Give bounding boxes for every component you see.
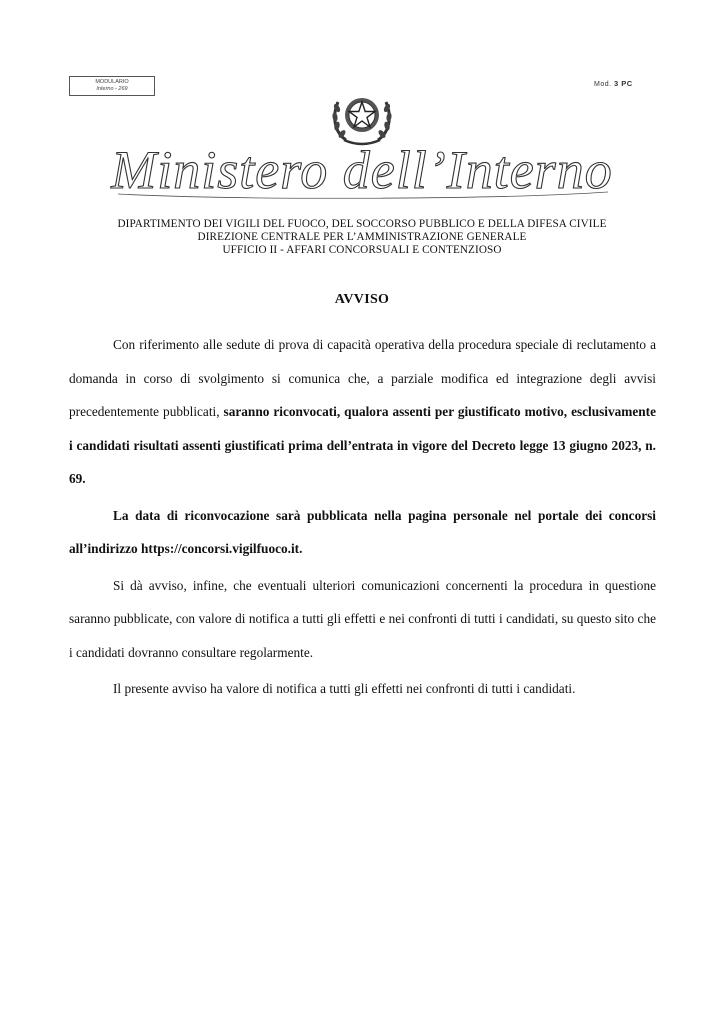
form-code-box [69, 76, 155, 96]
department-line1: DIPARTIMENTO DEI VIGILI DEL FUOCO, DEL SOCCORSO PUBBLICO E DELLA DIFESA CIVILE [117, 218, 607, 230]
form-code-line2: Interno - 269 [96, 86, 128, 92]
paragraph-1-bold: saranno riconvocati, qualora assenti per giustificato motivo, esclusivamente i candidati risultati assenti giustificati prima dell’entrata in vigore del Decreto legge 13 giugno 2023, n. 69. [69, 404, 657, 486]
department-line2: DIREZIONE CENTRALE PER L’AMMINISTRAZIONE GENERALE [197, 231, 527, 243]
paragraph-4: Il presente avviso ha valore di notifica a tutti gli effetti nei confronti di tutti i candidati. [113, 681, 576, 696]
notice-title: AVVISO [334, 292, 390, 307]
form-code-line1: MODULARIO [95, 79, 129, 85]
mod-number: 3 PC [614, 79, 633, 88]
department-header [0, 218, 724, 257]
department-line3: UFFICIO II - AFFARI CONCORSUALI E CONTENZIOSO [222, 244, 502, 256]
paragraph-1 [69, 328, 656, 496]
mod-code [594, 79, 633, 88]
paragraph-3: Si dà avviso, infine, che eventuali ulteriori comunicazioni concernenti la procedura in questione saranno pubblicate, con valore di notifica a tutti gli effetti e nei confronti di tutti i candidati, su questo sito che i candidati dovranno consultare regolarmente. [69, 577, 656, 660]
ministry-logo [110, 138, 615, 204]
mod-prefix: Mod. [594, 81, 612, 88]
paragraph-1-normal: Con riferimento alle sedute di prova di capacità operativa della procedura speciale di reclutamento a domanda in corso di svolgimento si comunica che, a parziale modifica ed integrazione degli avvisi precedentemente pubblicati, [69, 337, 656, 419]
paragraph-2: La data di riconvocazione sarà pubblicata nella pagina personale nel portale dei concorsi all’indirizzo https://concorsi.vigilfuoco.it. [69, 507, 656, 556]
notice-body [69, 328, 656, 706]
ministry-name: Ministero dell’Interno [111, 140, 613, 200]
